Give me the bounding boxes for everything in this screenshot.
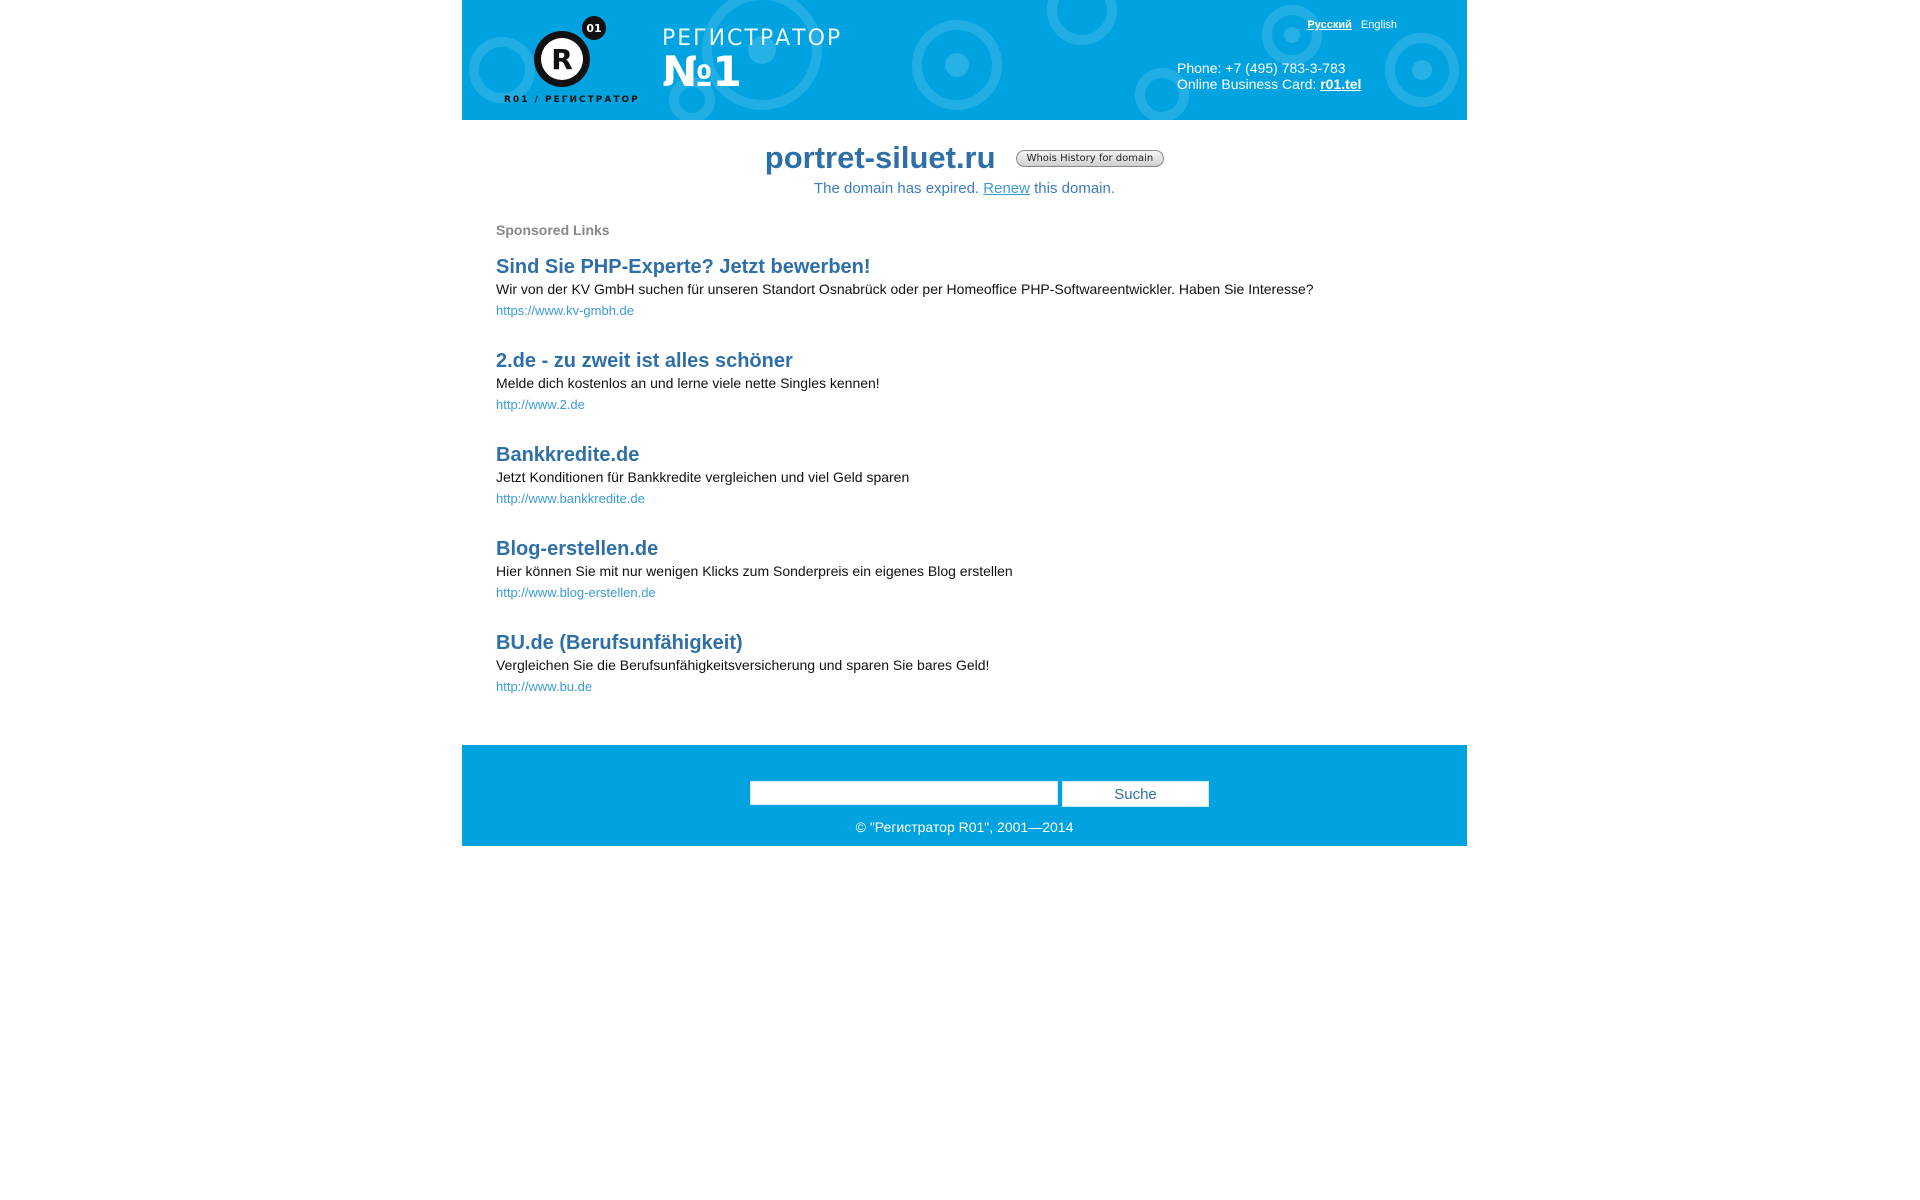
renew-link[interactable]: Renew — [983, 180, 1030, 197]
site-header — [462, 0, 1467, 120]
sponsored-links-heading: Sponsored Links — [496, 222, 610, 238]
copyright-text: © "Регистратор R01", 2001—2014 — [855, 819, 1074, 835]
ad-title-link[interactable]: 2.de - zu zweit ist alles schöner — [496, 350, 793, 372]
ad-url-link[interactable]: http://www.bankkredite.de — [496, 491, 645, 506]
expired-message — [462, 180, 1467, 197]
ad-item — [496, 255, 1467, 318]
phone-text: Phone: +7 (495) 783-3-783 — [1177, 60, 1346, 76]
ad-item — [496, 631, 1467, 694]
ad-description: Melde dich kostenlos an und lerne viele nette Singles kennen! — [496, 375, 880, 391]
ad-title-link[interactable]: Blog-erstellen.de — [496, 538, 659, 560]
ad-description: Hier können Sie mit nur wenigen Klicks zum Sonderpreis ein eigenes Blog erstellen — [496, 563, 1013, 579]
business-card-link[interactable]: r01.tel — [1320, 76, 1362, 92]
whois-history-button[interactable]: Whois History for domain — [1016, 150, 1165, 167]
ad-item — [496, 443, 1467, 506]
language-switcher — [1301, 19, 1397, 31]
brand-line1: РЕГИСТРАТОР — [662, 26, 843, 51]
site-footer — [462, 745, 1467, 846]
domain-status — [462, 140, 1467, 197]
business-card-label: Online Business Card: — [1177, 76, 1317, 92]
content-wrapper — [462, 0, 1467, 835]
ad-url-link[interactable]: http://www.blog-erstellen.de — [496, 585, 656, 600]
ad-item — [496, 537, 1467, 600]
ad-title-link[interactable]: Bankkredite.de — [496, 444, 640, 466]
brand-title — [662, 26, 843, 96]
expired-prefix: The domain has expired. — [813, 180, 980, 197]
ad-url-link[interactable]: http://www.2.de — [496, 397, 585, 412]
domain-name: portret-siluet.ru — [764, 140, 996, 175]
search-button[interactable]: Suche — [1062, 781, 1209, 807]
svg-text:01: 01 — [586, 22, 602, 35]
sponsored-links — [462, 222, 1467, 694]
brand-line2: №1 — [662, 47, 742, 96]
svg-text:R: R — [551, 43, 573, 76]
contact-info — [1177, 60, 1361, 92]
lang-english-link[interactable]: English — [1360, 19, 1397, 31]
domain-row — [765, 140, 1164, 176]
ad-url-link[interactable]: http://www.bu.de — [496, 679, 593, 694]
search-input[interactable] — [750, 781, 1058, 805]
ad-title-link[interactable]: BU.de (Berufsunfähigkeit) — [496, 632, 743, 654]
ad-description: Vergleichen Sie die Berufsunfähigkeitsversicherung und sparen Sie bares Geld! — [496, 657, 990, 673]
lang-russian-link[interactable]: Русский — [1307, 19, 1352, 31]
ad-description: Jetzt Konditionen für Bankkredite vergleichen und viel Geld sparen — [496, 469, 910, 485]
business-card-line — [1177, 76, 1361, 92]
expired-suffix: this domain. — [1034, 180, 1116, 197]
ad-item — [496, 349, 1467, 412]
ad-title-link[interactable]: Sind Sie PHP-Experte? Jetzt bewerben! — [496, 256, 871, 278]
logo-caption: R01 / РЕГИСТРАТОР — [504, 95, 640, 105]
ad-description: Wir von der KV GmbH suchen für unseren Standort Osnabrück oder per Homeoffice PHP-Softwareentwickler. Haben Sie Interesse? — [496, 281, 1314, 297]
ad-url-link[interactable]: https://www.kv-gmbh.de — [496, 303, 634, 318]
